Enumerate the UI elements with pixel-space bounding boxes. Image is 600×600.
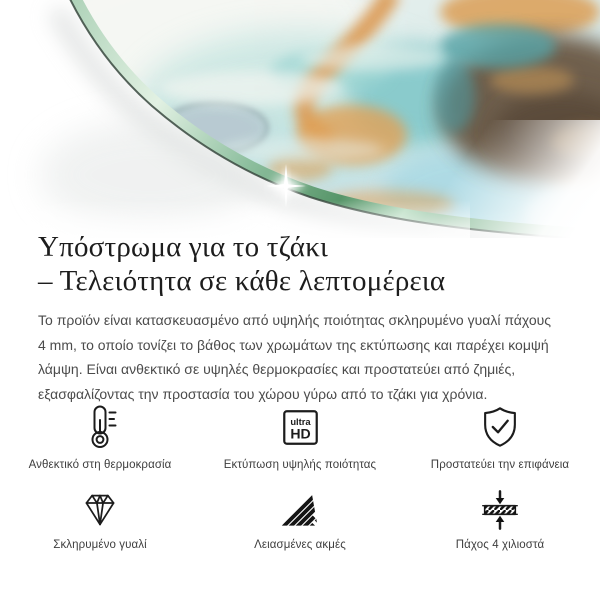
shield-check-icon	[477, 404, 523, 450]
feature-temperature-resistant	[0, 402, 200, 472]
thickness-icon	[477, 487, 523, 533]
feature-protects-surface	[400, 402, 600, 472]
product-description: Το προϊόν είναι κατασκευασμένο από υψηλής ποιότητας σκληρυμένο γυαλί πάχους 4 mm, το οποίο τονίζει το βάθος των χρωμάτων της εκτύπωσης και παρέχει κομψή λάμψη. Είναι ανθεκτικό σε υψηλές θερμοκρασίες και προστατεύει από ζημιές, εξασφαλίζοντας την προστασία του χώρου γύρω από το τζάκι για χρόνια.	[38, 312, 552, 402]
feature-label: Πάχος 4 χιλιοστά	[455, 539, 545, 551]
svg-text:ultra: ultra	[289, 415, 311, 427]
feature-label: Ανθεκτικό στη θερμοκρασία	[28, 459, 172, 471]
svg-text:HD: HD	[289, 425, 311, 442]
feature-thickness	[400, 488, 600, 552]
page-title-line-1: Υπόστρωμα για το τζάκι	[38, 231, 329, 263]
product-image	[0, 0, 600, 250]
page-title-line-2: – Τελειότητα σε κάθε λεπτομέρεια	[38, 265, 446, 297]
feature-label: Προστατεύει την επιφάνεια	[430, 459, 570, 471]
features-grid	[0, 402, 600, 552]
ultra-hd-icon	[280, 407, 321, 448]
feature-polished-edges	[200, 488, 400, 552]
polished-edges-icon	[279, 489, 321, 531]
diamond-icon	[79, 489, 121, 531]
feature-label: Λειασμένες ακμές	[254, 539, 346, 551]
page-title	[38, 230, 580, 298]
feature-high-quality-print	[200, 402, 400, 472]
feature-label: Εκτύπωση υψηλής ποιότητας	[223, 459, 377, 471]
feature-label: Σκληρυμένο γυαλί	[53, 539, 147, 551]
feature-tempered-glass	[0, 488, 200, 552]
thermometer-icon	[76, 403, 124, 451]
